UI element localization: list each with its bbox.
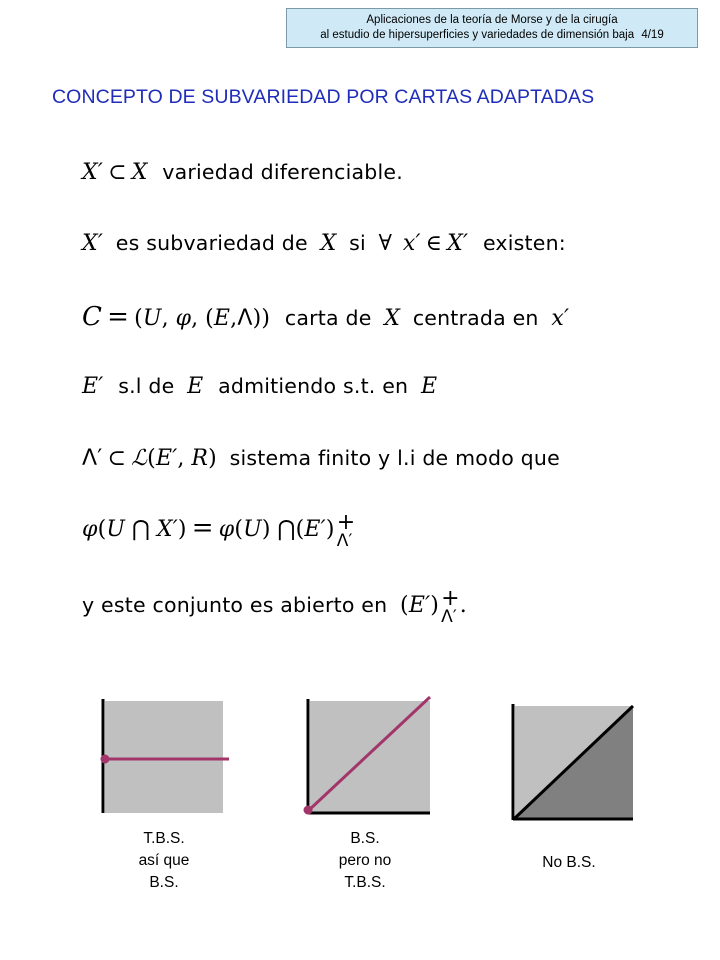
line5-text: sistema finito y l.i de modo que bbox=[229, 446, 560, 470]
figure1-caption-line3: B.S. bbox=[149, 874, 179, 891]
line3-text-a: carta de bbox=[284, 306, 372, 330]
figure-bs bbox=[300, 695, 440, 820]
figure2-point bbox=[304, 806, 313, 815]
figure2-caption-line1: B.S. bbox=[350, 830, 380, 847]
header-line-1: Aplicaciones de la teoría de Morse y de la cirugía bbox=[366, 14, 618, 26]
math-line-3: C = (U, φ, (E,Λ)) carta de X centrada en x′ bbox=[82, 302, 570, 332]
math-line-7: y este conjunto es abierto en (E′) + Λ′ . bbox=[82, 586, 467, 627]
line7-text: y este conjunto es abierto en bbox=[82, 593, 388, 617]
header-line-2 bbox=[287, 28, 697, 43]
figure3-caption-line1: No B.S. bbox=[542, 854, 596, 871]
figure1-caption-line2: así que bbox=[138, 852, 190, 869]
line4-text-a: s.l de bbox=[118, 374, 175, 398]
figure2-caption bbox=[305, 828, 425, 894]
line2-text-a: es subvariedad de bbox=[115, 231, 308, 255]
figure-tbs bbox=[95, 695, 235, 820]
figure3-caption bbox=[509, 852, 629, 874]
figure2-caption-line2: pero no bbox=[338, 852, 392, 869]
figure1-chart-region bbox=[105, 701, 223, 813]
figure1-caption bbox=[104, 828, 224, 894]
figure2-caption-line3: T.B.S. bbox=[344, 874, 386, 891]
page-number: 4/19 bbox=[641, 29, 664, 41]
math-line-1: X′ ⊂ X variedad diferenciable. bbox=[82, 160, 403, 185]
line2-text-c: existen: bbox=[482, 231, 566, 255]
line3-text-b: centrada en bbox=[412, 306, 539, 330]
page-title: CONCEPTO DE SUBVARIEDAD POR CARTAS ADAPTADAS bbox=[52, 86, 595, 108]
figure-no-bs bbox=[505, 700, 645, 825]
figure2-chart-region bbox=[310, 701, 430, 813]
line1-text: variedad diferenciable. bbox=[162, 160, 403, 184]
math-line-6: φ(U ⋂ X′) = φ(U) ⋂(E′) + Λ′ bbox=[82, 510, 356, 551]
figure1-point bbox=[101, 755, 110, 764]
line4-text-b: admitiendo s.t. en bbox=[218, 374, 409, 398]
math-line-4: E′ s.l de E admitiendo s.t. en E bbox=[82, 374, 438, 399]
header-subtitle: al estudio de hipersuperficies y variedades de dimensión baja bbox=[320, 29, 635, 41]
math-line-5: Λ′ ⊂ ℒ(E′, R) sistema finito y l.i de modo que bbox=[82, 446, 560, 471]
header-box bbox=[286, 8, 698, 48]
line2-text-b: si bbox=[349, 231, 366, 255]
math-line-2: X′ es subvariedad de X si ∀ x′ ∈ X′ existen: bbox=[82, 231, 566, 256]
figure1-caption-line1: T.B.S. bbox=[143, 830, 185, 847]
